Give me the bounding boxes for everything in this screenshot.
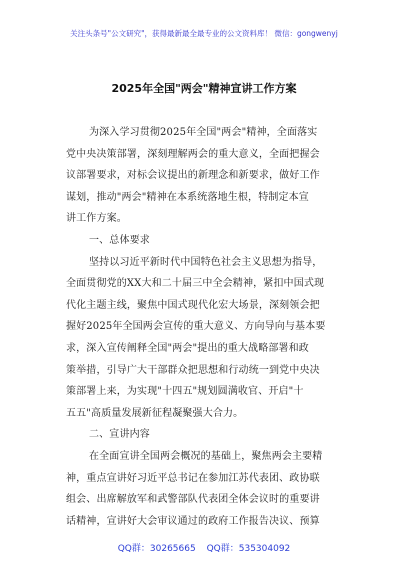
body-line: 全面贯彻党的XX大和二十届三中全会精神，紧扣中国式现 (66, 278, 325, 289)
body-line: 神，重点宣讲好习近平总书记在参加江苏代表团、政协联 (66, 473, 320, 484)
body-line: 话精神，宣讲好大会审议通过的政府工作报告决议、预算 (66, 516, 320, 527)
body-line: 求，深入宣传阐释全国"两会"提出的重大战略部署和政 (66, 343, 309, 354)
footer-qq-group-1: QQ群：30265665 (117, 544, 196, 554)
body-line: 代化主题主线，聚焦中国式现代化宏大场景，深刻领会把 (66, 300, 320, 311)
body-line: 握好2025年全国两会宣传的重大意义、方向导向与基本要 (66, 321, 326, 332)
body-line: 讲工作方案。 (66, 213, 127, 224)
header-note: 关注头条号"公文研究"，获得最新最全最专业的公文资料库！ 微信：gongwenyj (70, 29, 338, 38)
body-line: 策部署上来，为实现"十四五"规划圆满收官、开启"十 (66, 386, 304, 397)
body-line: 谋划，推动"两会"精神在本系统落地生根，特制定本宣 (66, 192, 309, 203)
body-line: 坚持以习近平新时代中国特色社会主义思想为指导， (89, 257, 323, 268)
body-line: 五五"高质量发展新征程凝聚强大合力。 (66, 408, 244, 419)
document-title: 2025年全国"两会"精神宣讲工作方案 (111, 82, 297, 95)
body-line: 议部署要求，对标会议提出的新理念和新要求，做好工作 (66, 170, 320, 181)
body-line: 策举措，引导广大干部群众把思想和行动统一到党中央决 (66, 365, 320, 376)
section-heading: 二、宣讲内容 (89, 429, 150, 440)
body-line: 组会、出席解放军和武警部队代表团全体会议时的重要讲 (66, 494, 320, 505)
footer-contact (0, 541, 408, 554)
body-line: 为深入学习贯彻2025年全国"两会"精神，全面落实 (89, 127, 318, 138)
section-heading: 一、总体要求 (89, 235, 150, 246)
body-line: 党中央决策部署，深刻理解两会的重大意义，全面把握会 (66, 149, 320, 160)
footer-qq-group-2: QQ群：535304092 (206, 544, 291, 554)
body-line: 在全面宣讲全国两会概况的基础上，聚焦两会主要精 (89, 451, 323, 462)
